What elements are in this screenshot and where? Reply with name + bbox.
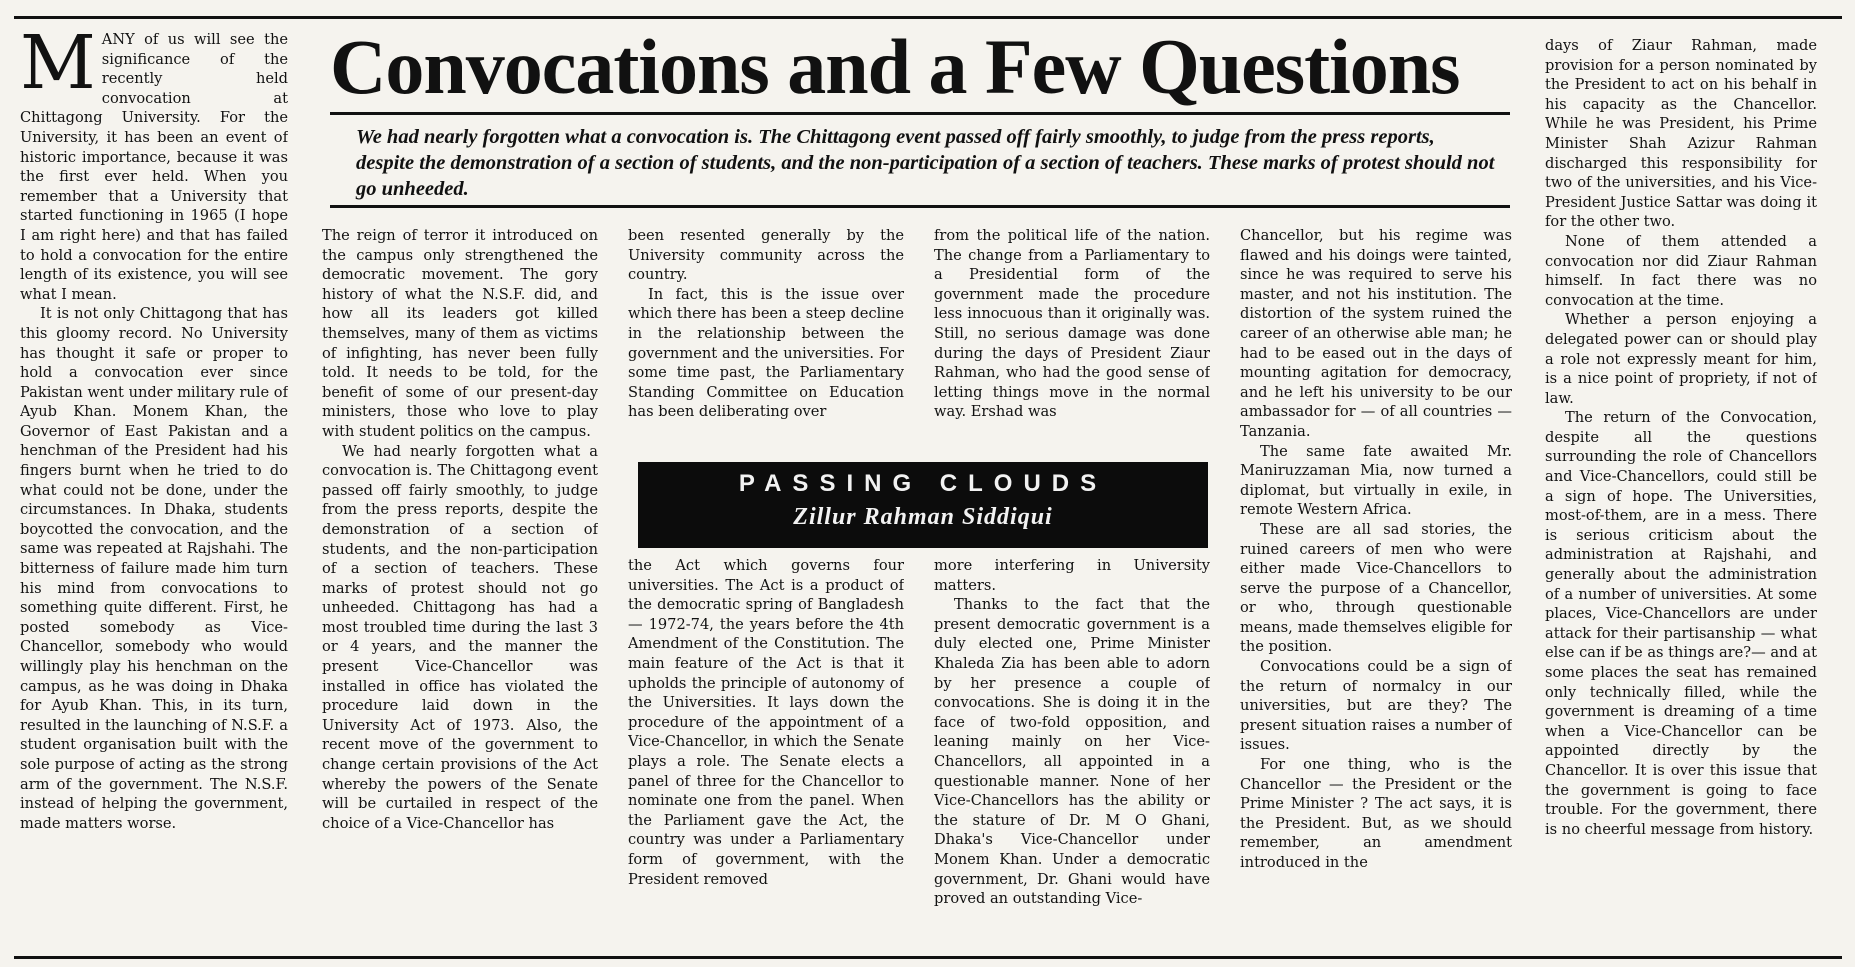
standfirst: We had nearly forgotten what a convocation is. The Chittagong event passed off fairly smoothly, to judge from the press reports, despite the demonstration of a section of students, and the non-participation of a section of teachers. These marks of protest should not go unheeded. [356, 126, 1495, 200]
column-6 [1545, 36, 1817, 960]
column-2 [322, 226, 598, 960]
paragraph: Thanks to the fact that the present democratic government is a duly elected one, Prime Minister Khaleda Zia has been able to adorn by her presence a couple of convocations. She is doing it in the face of two-fold opposition, and leaning mainly on her Vice-Chancellors, all appointed in a questionable manner. None of her Vice-Chancellors has the ability or the stature of Dr. M O Ghani, Dhaka's Vice-Chancellor under Monem Khan. Under a democratic government, Dr. Ghani would have proved an outstanding Vice- [934, 596, 1210, 908]
column-name: PASSING CLOUDS [738, 470, 1108, 497]
paragraph: the Act which governs four universities. The Act is a product of the democratic spring of Bangladesh — 1972-74, the years before the 4th Amendment of the Constitution. The main feature of the Act is that it upholds the principle of autonomy of the Universities. It lays down the procedure of the appointment of a Vice-Chancellor, in which the Senate plays a role. The Senate elects a panel of three for the Chancellor to nominate one from the panel. When the Parliament gave the Act, the country was under a Parliamentary form of government, with the President removed [628, 557, 904, 888]
column-4-bottom [934, 556, 1210, 960]
paragraph: Chancellor, but his regime was flawed and his doings were tainted, since he was required to serve his master, and not his institution. The distortion of the system ruined the career of an otherwise able man; he had to be eased out in the days of mounting agitation for democracy, and he left his university to be our ambassador for — of all countries — Tanzania. [1240, 227, 1512, 440]
paragraph: It is not only Chittagong that has this gloomy record. No University has thought it safe or proper to hold a convocation ever since Pakistan went under military rule of Ayub Khan. Monem Khan, the Governor of East Pakistan and a henchman of the President had his fingers burnt when he tried to do what could not be done, under the circumstances. In Dhaka, students boycotted the convocation, and the same was repeated at Rajshahi. The bitterness of failure made him turn his mind from convocations to something quite different. First, he posted somebody as Vice-Chancellor, somebody who would willingly play his henchman on the campus, as he was doing in Dhaka for Ayub Khan. This, in its turn, resulted in the launching of N.S.F. a student organisation built with the sole purpose of acting as the strong arm of the government. The N.S.F. instead of helping the government, made matters worse. [20, 305, 288, 832]
paragraph: The return of the Convocation, despite all the questions surrounding the role of Chancellors and Vice-Chancellors, could still be a sign of hope. The Universities, most-of-them, are in a mess. There is serious criticism about the administration at Rajshahi, and generally about the administration of a number of universities. At some places, Vice-Chancellors are under attack for their partisanship — what else can if be as things are?— and at some places the seat has remained only technically filled, while the government is dreaming of a time when a Vice-Chancellor can be appointed directly by the Chancellor. It is over this issue that the government is going to face trouble. For the government, there is no cheerful message from history. [1545, 409, 1817, 838]
column-1 [20, 30, 288, 960]
column-3-top [628, 226, 904, 446]
paragraph: Convocations could be a sign of the return of normalcy in our universities, but are they? The present situation raises a number of issues. [1240, 658, 1512, 754]
paragraph: Whether a person enjoying a delegated power can or should play a role not expressly meant for him, is a nice point of propriety, if not of law. [1545, 311, 1817, 407]
paragraph: The same fate awaited Mr. Maniruzzaman Mia, now turned a diplomat, but virtually in exile, in remote Western Africa. [1240, 442, 1512, 519]
drop-cap: M [20, 30, 96, 106]
top-rule [14, 16, 1842, 19]
paragraph: None of them attended a convocation nor did Ziaur Rahman himself. In fact there was no convocation at the time. [1545, 232, 1817, 309]
column-4-top [934, 226, 1210, 446]
byline-box [638, 462, 1208, 548]
paragraph: more interfering in University matters. [934, 557, 1210, 594]
paragraph: For one thing, who is the Chancellor — the President or the Prime Minister ? The act says, it is the President. But, as we should remember, an amendment introduced in the [1240, 756, 1512, 871]
paragraph: from the political life of the nation. The change from a Parliamentary to a Presidential form of the government made the procedure less innocuous than it originally was. Still, no serious damage was done during the days of President Ziaur Rahman, who had the good sense of letting things move in the normal way. Ershad was [934, 227, 1210, 421]
paragraph: We had nearly forgotten what a convocation is. The Chittagong event passed off fairly smoothly, to judge from the press reports, despite the demonstration of a section of students, and the non-participation of a section of teachers. These marks of protest should not go unheeded. Chittagong has had a most troubled time during the last 3 or 4 years, and the manner the present Vice-Chancellor was installed in office has violated the procedure laid down in the University Act of 1973. Also, the recent move of the government to change certain provisions of the Act whereby the powers of the Senate will be curtailed in respect of the choice of a Vice-Chancellor has [322, 442, 598, 832]
headline-rule-top [330, 112, 1510, 115]
column-3-bottom [628, 556, 904, 960]
paragraph: In fact, this is the issue over which there has been a steep decline in the relationship between the government and the universities. For some time past, the Parliamentary Standing Committee on Education has been deliberating over [628, 285, 904, 421]
author-name: Zillur Rahman Siddiqui [793, 504, 1053, 530]
paragraph: The reign of terror it introduced on the campus only strengthened the democratic movement. The gory history of what the N.S.F. did, and how all its leaders got killed themselves, many of them as victims of infighting, has never been fully told. It needs to be told, for the benefit of some of our present-day ministers, those who love to play with student politics on the campus. [322, 227, 598, 440]
paragraph: These are all sad stories, the ruined careers of men who were either made Vice-Chancellors to serve the purpose of a Chancellor, or who, through questionable means, made themselves eligible for the position. [1240, 520, 1512, 656]
headline: Convocations and a Few Questions [330, 23, 1460, 110]
headline-rule-bottom [330, 205, 1510, 208]
column-5 [1240, 226, 1512, 960]
paragraph: been resented generally by the University community across the country. [628, 227, 904, 284]
paragraph: ANY of us will see the significance of the recently held convocation at Chittagong University. For the University, it has been an event of historic importance, because it was the first ever held. When you remember that a University that started functioning in 1965 (I hope I am right here) and that has failed to hold a convocation for the entire length of its existence, you will see what I mean. [20, 31, 288, 303]
paragraph: days of Ziaur Rahman, made provision for a person nominated by the President to act on his behalf in his capacity as the Chancellor. While he was President, his Prime Minister Shah Azizur Rahman discharged this responsibility for two of the universities, and his Vice-President Justice Sattar was doing it for the other two. [1545, 37, 1817, 231]
